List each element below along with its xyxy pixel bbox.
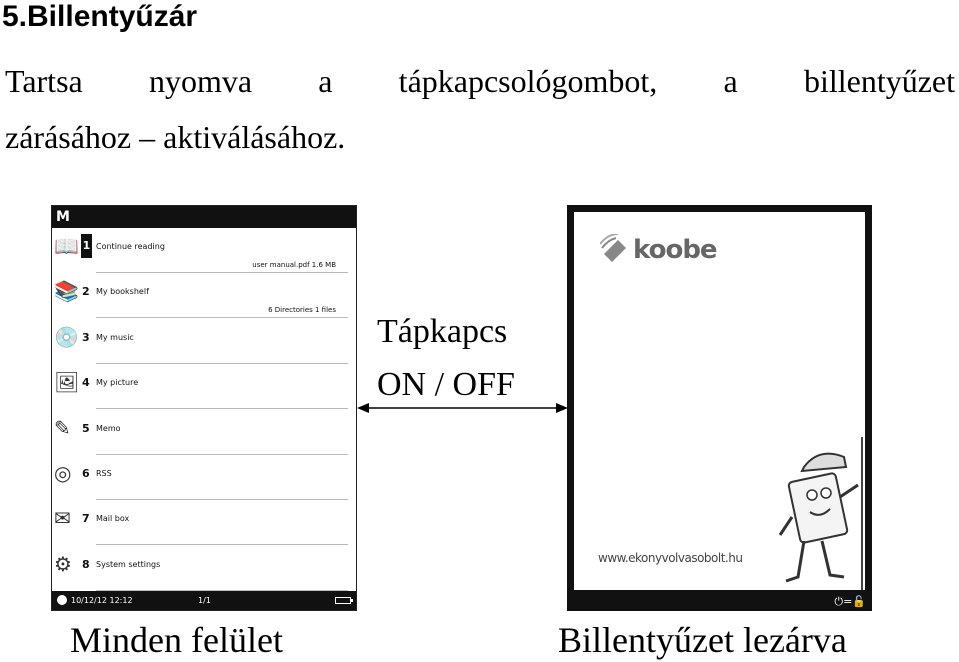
status-datetime: 10/12/12 12:12 <box>71 596 133 605</box>
menu-item-label: Continue reading <box>96 242 165 251</box>
power-lock-icon: ⏻=🔓 <box>834 595 866 608</box>
intro-line-2: zárásához – aktiválásához. <box>5 119 346 155</box>
menu-item-number: 1 <box>81 234 92 258</box>
koobe-logo-icon <box>600 234 632 266</box>
intro-line-1 <box>5 62 955 100</box>
caption-left: Minden felület <box>70 620 283 660</box>
menu-item-number: 3 <box>82 330 90 344</box>
rss-globe-icon: ◎ <box>54 461 72 485</box>
menu-item[interactable] <box>52 319 356 364</box>
menu-item[interactable] <box>52 546 356 591</box>
menu-item-detail: user manual.pdf 1.6 MB <box>252 261 336 269</box>
intro-word: billentyűzet <box>803 63 955 99</box>
menu-item-label: Memo <box>96 423 121 433</box>
menu-item-label: My picture <box>96 378 139 388</box>
power-switch-label: Tápkapcs <box>377 313 508 350</box>
envelope-icon: ✉ <box>54 506 71 531</box>
menu-item[interactable] <box>52 228 356 273</box>
brand-name: koobe <box>633 235 717 265</box>
intro-word: a <box>723 63 738 99</box>
intro-word: nyomva <box>148 63 253 99</box>
menu-item-number: 6 <box>82 467 90 480</box>
menu-item[interactable] <box>52 455 356 500</box>
brand-logo: M <box>56 209 70 225</box>
shop-url: www.ekonyvolvasobolt.hu <box>598 551 743 565</box>
home-icon[interactable] <box>57 595 67 605</box>
battery-icon <box>335 597 351 604</box>
book-icon: 📖 <box>54 234 79 258</box>
menu-item[interactable] <box>52 410 356 455</box>
menu-item-number: 4 <box>82 376 90 390</box>
book-mascot-illustration <box>774 437 865 590</box>
menu-item[interactable] <box>52 500 356 545</box>
menu-item-label: System settings <box>96 559 161 569</box>
page-indicator: 1/1 <box>198 596 211 605</box>
lock-screen-display <box>574 212 865 590</box>
bookshelf-icon: 📚 <box>54 279 79 304</box>
menu-item-label: My bookshelf <box>96 287 149 297</box>
ereader-locked-screen <box>567 205 872 611</box>
menu-item-number: 5 <box>82 421 90 435</box>
intro-word: a <box>318 63 333 99</box>
menu-item-label: RSS <box>96 469 112 478</box>
intro-word: Tartsa <box>5 63 83 99</box>
status-bar <box>52 591 356 610</box>
menu-item-label: Mail box <box>96 514 130 524</box>
menu-item-number: 2 <box>82 285 90 299</box>
top-bar <box>52 206 356 228</box>
memo-pen-icon: ✎ <box>54 415 71 440</box>
menu-item[interactable] <box>52 364 356 409</box>
double-arrow-icon <box>357 398 568 418</box>
ereader-home-screen <box>51 205 357 611</box>
menu-item-number: 8 <box>82 557 90 571</box>
picture-icon: 🖼 <box>54 370 80 395</box>
menu-item-number: 7 <box>82 512 90 526</box>
on-off-label: ON / OFF <box>377 366 515 403</box>
intro-word: tápkapcsológombot, <box>398 63 658 99</box>
menu-item-detail: 6 Directories 1 files <box>268 306 336 315</box>
menu-item-label: My music <box>96 332 134 342</box>
menu-item[interactable] <box>52 273 356 318</box>
music-disc-icon: 💿 <box>54 324 79 349</box>
gear-icon: ⚙ <box>54 551 72 576</box>
section-heading: 5.Billentyűzár <box>2 0 198 33</box>
caption-right: Billentyűzet lezárva <box>558 620 847 660</box>
